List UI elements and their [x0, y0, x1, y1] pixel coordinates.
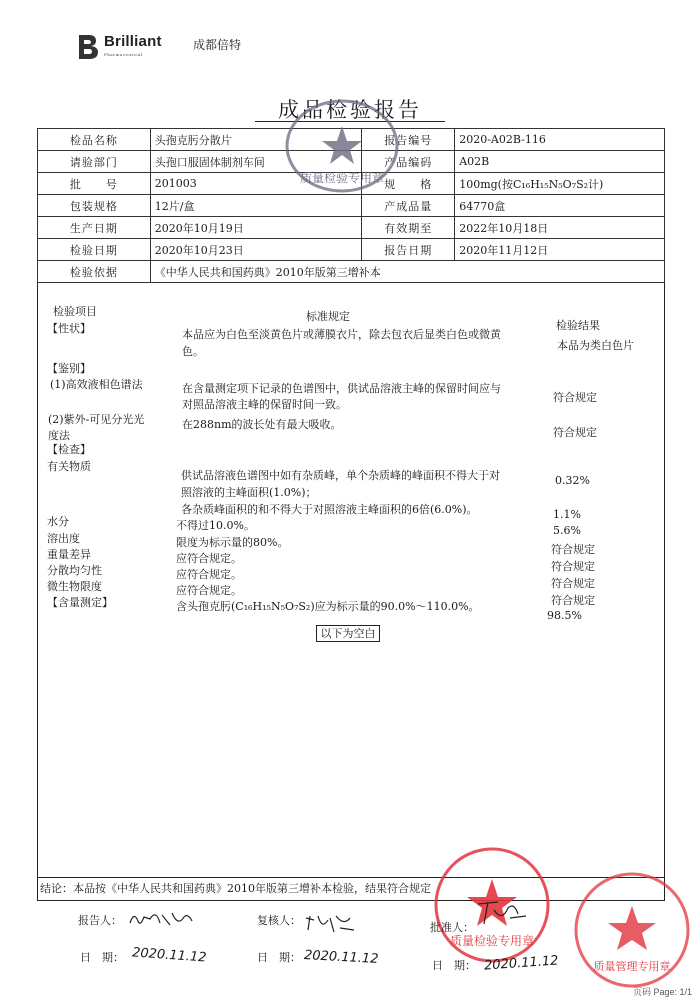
reviewer-signature — [300, 910, 360, 936]
water-item: 水分 — [47, 515, 69, 528]
col-standard-header: 标准规定 — [306, 310, 350, 323]
report-no-value: 2020-A02B-116 — [455, 129, 665, 151]
uv-item-line2: 度法 — [48, 429, 70, 442]
batch-value: 201003 — [150, 173, 362, 195]
logo-brand-cn: 成都倍特 — [193, 38, 242, 52]
hplc-standard-line2: 对照品溶液主峰的保留时间一致。 — [182, 398, 347, 411]
hplc-standard-line1: 在含量测定项下记录的色谱图中，供试品溶液主峰的保留时间应与 — [182, 382, 501, 395]
mfg-date-label: 生产日期 — [38, 217, 151, 239]
exp-date-label: 有效期至 — [362, 217, 455, 239]
rs-result-1: 0.32% — [555, 474, 590, 487]
weight-result: 符合规定 — [551, 543, 595, 556]
approver-label: 批准人： — [430, 921, 474, 934]
report-date-label: 报告日期 — [362, 239, 455, 261]
rs-standard-line3: 各杂质峰面积的和不得大于对照溶液主峰面积的6倍(6.0%)。 — [181, 503, 478, 516]
logo-brand: Brilliant — [104, 33, 162, 50]
quality-inspection-stamp-top — [282, 96, 402, 196]
test-date-label: 检验日期 — [38, 239, 151, 261]
conclusion-text: 结论：本品按《中华人民共和国药典》2010年版第三增补本检验，结果符合规定 — [40, 882, 431, 895]
test-date-value: 2020年10月23日 — [150, 239, 362, 261]
micro-item: 微生物限度 — [47, 580, 102, 593]
uv-standard: 在288nm的波长处有最大吸收。 — [182, 418, 342, 431]
assay-result-2: 98.5% — [547, 609, 582, 622]
diss-standard: 限度为标示量的80%。 — [176, 536, 289, 549]
approver-date-label: 日 期： — [432, 959, 476, 972]
water-result: 5.6% — [553, 524, 581, 537]
disp-item: 分散均匀性 — [47, 564, 102, 577]
char-standard-line2: 色。 — [182, 345, 204, 358]
rs-item: 有关物质 — [47, 460, 91, 473]
code-label: 产品编码 — [362, 151, 455, 173]
char-result: 本品为类白色片 — [557, 339, 634, 352]
stamp-qm-text: 质量管理专用章 — [593, 960, 671, 973]
assay-heading: 【含量测定】 — [47, 596, 113, 609]
weight-standard: 应符合规定。 — [176, 552, 242, 565]
hplc-item: (1)高效液相色谱法 — [50, 378, 143, 391]
micro-result: 符合规定 — [551, 577, 595, 590]
mfg-date-value: 2020年10月19日 — [150, 217, 362, 239]
spec-value: 100mg(按C₁₆H₁₅N₅O₇S₂计) — [455, 173, 665, 195]
ident-heading: 【鉴别】 — [47, 362, 91, 375]
report-date-value: 2020年11月12日 — [455, 239, 665, 261]
reporter-signature — [126, 905, 198, 931]
basis-value: 《中华人民共和国药典》2010年版第三增补本 — [150, 261, 664, 283]
rs-result-2: 1.1% — [553, 508, 581, 521]
page-number: 页码 Page: 1/1 — [632, 987, 692, 997]
dept-label: 请验部门 — [38, 151, 151, 173]
reporter-date-label: 日 期： — [80, 951, 124, 964]
char-standard-line1: 本品应为白色至淡黄色片或薄膜衣片，除去包衣后显类白色或微黄 — [182, 328, 501, 341]
diss-item: 溶出度 — [47, 532, 80, 545]
qty-label: 产成品量 — [362, 195, 455, 217]
exp-date-value: 2022年10月18日 — [455, 217, 665, 239]
reviewer-date: 2020.11.12 — [303, 948, 379, 967]
uv-item-line1: (2)紫外-可见分光光 — [48, 413, 145, 426]
dept-value: 头孢口服固体制剂车间 — [150, 151, 362, 173]
rs-standard-line2: 照溶液的主峰面积(1.0%)； — [181, 486, 317, 499]
report-title: 成品检验报告 — [278, 98, 422, 122]
water-standard: 不得过10.0%。 — [176, 519, 255, 532]
hplc-result: 符合规定 — [553, 391, 597, 404]
uv-result: 符合规定 — [553, 426, 597, 439]
report-no-label: 报告编号 — [362, 129, 455, 151]
basis-label: 检验依据 — [38, 261, 151, 283]
rs-standard-line1: 供试品溶液色谱图中如有杂质峰，单个杂质峰的峰面积不得大于对 — [181, 469, 500, 482]
brilliant-logo-icon — [76, 31, 100, 61]
assay-result-1: 符合规定 — [551, 594, 595, 607]
logo-subtitle: Pharmaceutical — [104, 52, 143, 57]
approver-date: 2020.11.12 — [483, 953, 559, 974]
pack-value: 12片/盒 — [150, 195, 362, 217]
blank-below-box: 以下为空白 — [316, 625, 380, 642]
char-heading: 【性状】 — [47, 322, 91, 335]
pack-label: 包装规格 — [38, 195, 151, 217]
approver-signature — [474, 898, 532, 928]
product-label: 检品名称 — [38, 129, 151, 151]
code-value: A02B — [455, 151, 665, 173]
disp-standard: 应符合规定。 — [176, 568, 242, 581]
disp-result: 符合规定 — [551, 560, 595, 573]
qty-value: 64770盒 — [455, 195, 665, 217]
spec-label: 规 格 — [362, 173, 455, 195]
reporter-date: 2020.11.12 — [131, 945, 207, 966]
check-heading: 【检查】 — [47, 443, 91, 456]
micro-standard: 应符合规定。 — [176, 584, 242, 597]
product-value: 头孢克肟分散片 — [150, 129, 362, 151]
reviewer-date-label: 日 期： — [257, 951, 301, 964]
batch-label: 批 号 — [38, 173, 151, 195]
stamp-red-text: 质量检验专用章 — [449, 934, 535, 948]
assay-standard: 含头孢克肟(C₁₆H₁₅N₅O₇S₂)应为标示量的90.0%～110.0%。 — [176, 600, 480, 613]
stamp-top-text: 质量检验专用章 — [299, 171, 385, 185]
weight-item: 重量差异 — [47, 548, 91, 561]
quality-management-stamp — [570, 870, 695, 990]
col-item-header: 检验项目 — [53, 305, 97, 318]
reviewer-label: 复核人： — [257, 914, 301, 927]
col-result-header: 检验结果 — [556, 319, 600, 332]
reporter-label: 报告人： — [78, 914, 122, 927]
